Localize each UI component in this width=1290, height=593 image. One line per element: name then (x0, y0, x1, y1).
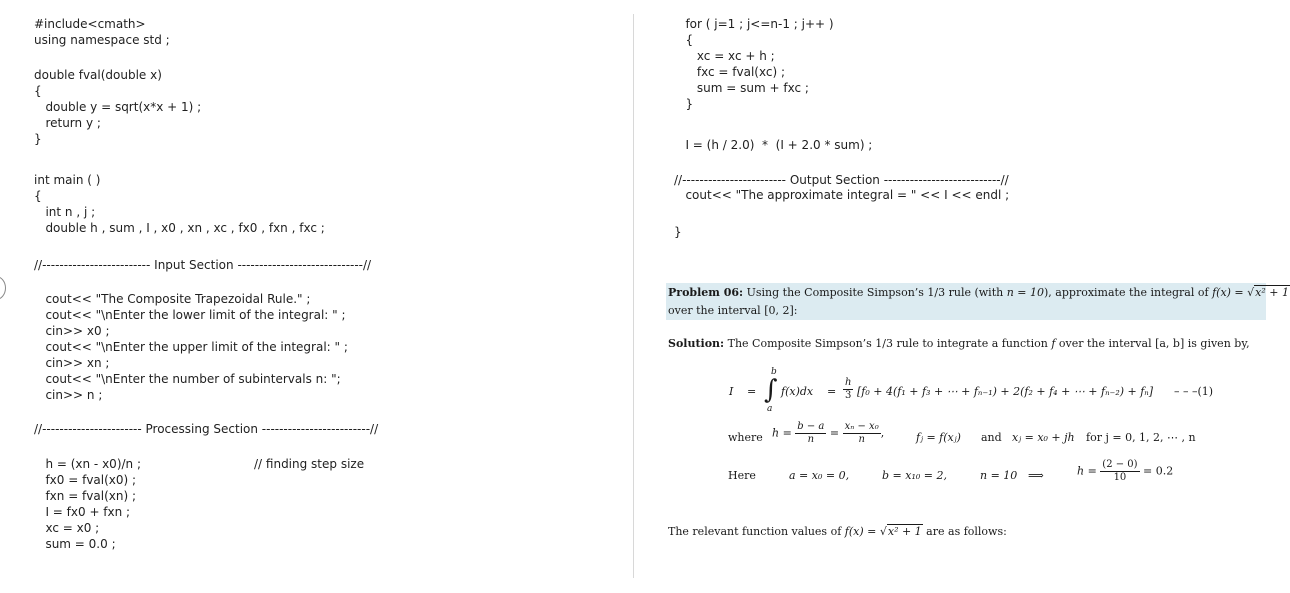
implies-arrow: ⟹ (1028, 469, 1044, 482)
h-numerator-value: (2 − 0) (1102, 459, 1138, 470)
j-range: for j = 0, 1, 2, ⋯ , n (1086, 431, 1196, 444)
code-input-block: cout<< "The Composite Trapezoidal Rule." ; cout<< "\nEnter the lower limit of the integral: " ; cin>> x0 ; cout<< "\nEnter the upper limit of the integral: " ; cin>> xn ; cout<< "\nEnter the number of subintervals n: "; cin>> n ; (45, 292, 348, 402)
solution-text-pre: The Composite Simpson’s 1/3 rule to integrate a function (724, 337, 1052, 350)
problem-n-expr: n = 10 (1006, 286, 1045, 299)
where-label: where (728, 431, 763, 444)
h-denominator-value: 10 (1113, 472, 1127, 483)
h-numerator: h (845, 377, 852, 388)
h-equals-2: h = (1077, 464, 1101, 478)
formula-equals-2: = (827, 385, 837, 398)
equals-3: = (826, 426, 843, 440)
input-section-comment: //------------------------- Input Section -----------------------------// (34, 258, 372, 272)
values-radicand: x² + 1 (887, 525, 922, 538)
integral-upper-limit: b (771, 367, 777, 377)
formula-h-over-3 (843, 377, 853, 402)
code-loop-block: for ( j=1 ; j<=n-1 ; j++ ) { xc = xc + h ; fxc = fval(xc) ; sum = sum + fxc ; } (685, 17, 834, 111)
integral-lower-limit: a (767, 404, 773, 414)
code-result-line: I = (h / 2.0) * (I + 2.0 * sum) ; (674, 138, 873, 152)
code-fval-function: double fval(double x) { double y = sqrt(x*x + 1) ; return y ; } (34, 68, 202, 146)
and-label: and (981, 431, 1002, 444)
problem-label: Problem 06: (668, 286, 744, 299)
formula-sum-expression: [f₀ + 4(f₁ + f₃ + ⋯ + fₙ₋₁) + 2(f₂ + f₄ + ⋯ + fₙ₋₂) + fₙ] (857, 385, 1154, 398)
comma: , (880, 426, 885, 440)
code-closing-brace: } (674, 225, 682, 239)
n-value: n = 10 (980, 469, 1018, 482)
solution-text-post: over the interval [a, b] is given by, (1055, 337, 1250, 350)
here-label: Here (728, 469, 756, 482)
column-divider (633, 14, 634, 578)
b-minus-a: b − a (797, 421, 825, 432)
formula-integrand: f(x)dx (781, 385, 814, 398)
n-denominator-1: n (807, 434, 815, 445)
solution-f: f (1051, 337, 1056, 350)
code-main-declarations: int main ( ) { int n , j ; double h , sum , I , x0 , xn , xc , fx0 , fxn , fxc ; (34, 173, 325, 235)
values-sqrt-symbol: √ (879, 525, 887, 538)
problem-text-pre: Using the Composite Simpson’s 1/3 rule (with (743, 286, 1007, 299)
h-definition (772, 421, 884, 446)
code-output-line: cout<< "The approximate integral = " << I << endl ; (674, 188, 1010, 202)
three-denominator: 3 (845, 390, 852, 401)
problem-text-mid: ), approximate the integral of (1044, 286, 1213, 299)
solution-label: Solution: (668, 337, 725, 350)
values-f-expr: f(x) = (844, 525, 880, 538)
values-text-post: are as follows: (922, 525, 1007, 538)
code-header: #include<cmath> using namespace std ; (34, 17, 170, 47)
problem-radicand: x² + 1 (1255, 286, 1289, 299)
sqrt-symbol: √ (1247, 286, 1255, 299)
formula-equals-1: = (747, 385, 757, 398)
xj-definition: xⱼ = x₀ + jh (1012, 431, 1075, 444)
output-section-comment: //------------------------ Output Section ---------------------------// (674, 173, 1009, 187)
xn-minus-x0: xₙ − x₀ (844, 421, 879, 432)
b-value: b = x₁₀ = 2, (882, 469, 947, 482)
code-processing-block: h = (xn - x0)/n ; fx0 = fval(x0) ; fxn = fval(xn) ; I = fx0 + fxn ; xc = x0 ; sum = 0.0 ; (45, 457, 142, 551)
fj-definition: fⱼ = f(xⱼ) (916, 431, 961, 444)
h-result: = 0.2 (1139, 464, 1174, 478)
n-denominator-2: n (858, 434, 865, 445)
problem-line-1 (668, 286, 1290, 299)
processing-section-comment: //----------------------- Processing Section -------------------------// (34, 422, 379, 436)
problem-f-expr: f(x) = (1212, 286, 1248, 299)
margin-marker (0, 276, 6, 300)
equation-number: – – –(1) (1174, 385, 1214, 398)
values-text-pre: The relevant function values of (668, 525, 845, 538)
h-computation (1077, 459, 1173, 484)
solution-intro (668, 337, 1250, 350)
step-size-comment: // finding step size (254, 457, 365, 471)
a-value: a = x₀ = 0, (789, 469, 850, 482)
function-values-intro (668, 525, 1007, 538)
problem-line-2: over the interval [0, 2]: (668, 304, 798, 317)
integral-sign: ∫ (764, 375, 778, 405)
h-equals: h = (772, 426, 796, 440)
formula-I: I (729, 385, 734, 398)
